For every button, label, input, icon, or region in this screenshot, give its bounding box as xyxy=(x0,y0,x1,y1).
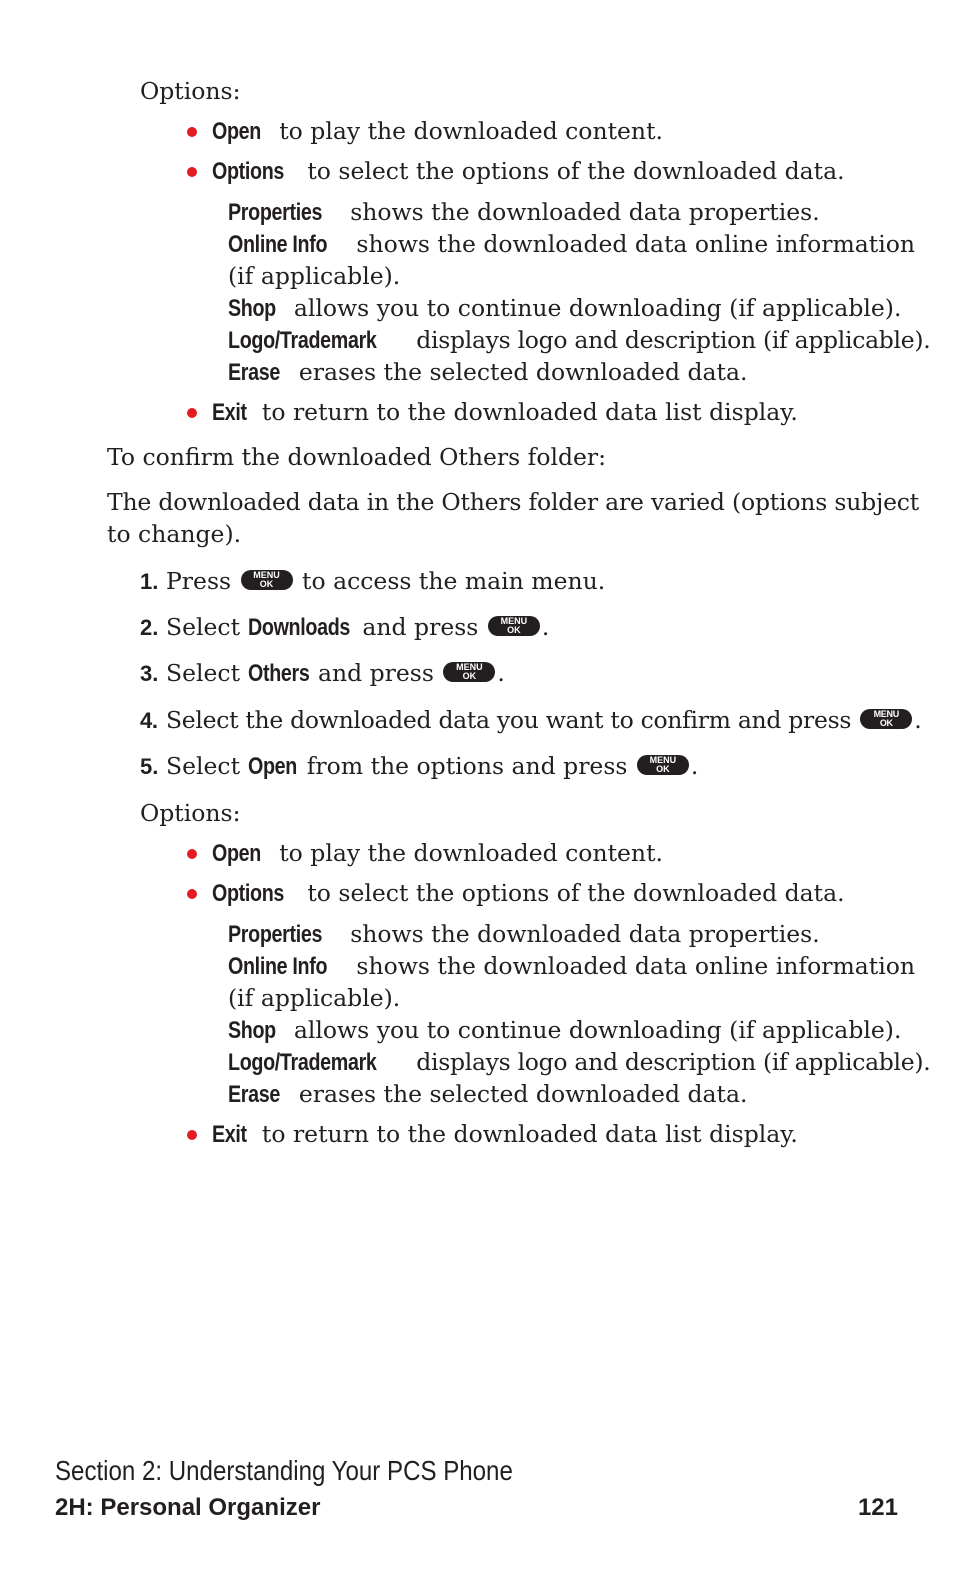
term: Shop xyxy=(228,295,276,322)
suboption-online-info xyxy=(228,229,915,260)
bullet-icon xyxy=(187,127,197,137)
intro-line-1: The downloaded data in the Others folder are varied (options subject xyxy=(107,488,919,516)
option-open xyxy=(212,838,663,869)
desc: to play the downloaded content. xyxy=(271,839,663,867)
option-exit xyxy=(212,1119,798,1150)
term: Options xyxy=(212,158,285,185)
term: Online Info xyxy=(228,953,328,980)
term: Logo/Trademark xyxy=(228,327,377,354)
suboption-online-info-cont: (if applicable). xyxy=(228,984,401,1012)
bullet-icon xyxy=(187,408,197,418)
menu-ok-key-icon: MENU OK xyxy=(488,616,540,636)
suboption-online-info xyxy=(228,951,915,982)
step-number: 3. xyxy=(140,661,159,686)
desc: to select the options of the downloaded data. xyxy=(299,157,845,185)
page-number: 121 xyxy=(857,1494,898,1521)
step-term: Open xyxy=(247,753,297,780)
step-text: from the options and press xyxy=(299,752,635,780)
step-end: . xyxy=(690,752,699,780)
suboption-shop xyxy=(228,1015,901,1046)
bullet-icon xyxy=(187,167,197,177)
desc: to return to the downloaded data list display. xyxy=(254,1120,798,1148)
step-3 xyxy=(140,658,505,689)
desc: shows the downloaded data properties. xyxy=(342,198,820,226)
desc: allows you to continue downloading (if applicable). xyxy=(286,294,902,322)
desc: allows you to continue downloading (if applicable). xyxy=(286,1016,902,1044)
bullet-icon xyxy=(187,1130,197,1140)
desc: erases the selected downloaded data. xyxy=(291,1080,748,1108)
term: Shop xyxy=(228,1017,276,1044)
step-text: and press xyxy=(354,613,486,641)
step-4 xyxy=(140,705,921,736)
suboption-logo xyxy=(228,325,930,356)
desc: erases the selected downloaded data. xyxy=(291,358,748,386)
bullet-icon xyxy=(187,849,197,859)
desc: shows the downloaded data online information xyxy=(348,230,915,258)
option-options xyxy=(212,878,845,909)
step-end: . xyxy=(914,706,922,734)
step-2 xyxy=(140,612,549,643)
term: Online Info xyxy=(228,231,328,258)
suboption-properties xyxy=(228,919,820,950)
suboption-erase xyxy=(228,1079,747,1110)
desc: displays logo and description (if applicable). xyxy=(409,326,931,354)
step-text: Select xyxy=(166,613,248,641)
term: Options xyxy=(212,880,285,907)
term: Open xyxy=(212,118,261,145)
options-label: Options: xyxy=(140,799,241,827)
menu-ok-key-icon: MENU OK xyxy=(241,570,293,590)
option-open xyxy=(212,116,663,147)
footer-chapter-title: 2H: Personal Organizer xyxy=(55,1494,321,1521)
intro-line-2: to change). xyxy=(107,520,242,548)
step-number: 2. xyxy=(140,615,159,640)
menu-ok-key-icon: MENU OK xyxy=(637,755,689,775)
suboption-logo xyxy=(228,1047,930,1078)
term: Properties xyxy=(228,199,323,226)
desc: displays logo and description (if applicable). xyxy=(409,1048,931,1076)
suboption-erase xyxy=(228,357,747,388)
option-options xyxy=(212,156,845,187)
options-label: Options: xyxy=(140,77,241,105)
step-number: 1. xyxy=(140,569,159,594)
suboption-properties xyxy=(228,197,820,228)
footer-section-title: Section 2: Understanding Your PCS Phone xyxy=(55,1455,513,1486)
desc: to play the downloaded content. xyxy=(271,117,663,145)
desc: to select the options of the downloaded data. xyxy=(299,879,845,907)
desc: shows the downloaded data properties. xyxy=(342,920,820,948)
bullet-icon xyxy=(187,889,197,899)
suboption-shop xyxy=(228,293,901,324)
step-text: Select xyxy=(166,752,248,780)
term: Exit xyxy=(212,1121,247,1148)
step-text: to access the main menu. xyxy=(294,567,606,595)
step-number: 4. xyxy=(140,708,158,733)
menu-ok-key-icon: MENU OK xyxy=(860,709,912,729)
step-text: Select xyxy=(166,659,248,687)
term: Exit xyxy=(212,399,247,426)
step-1 xyxy=(140,566,605,597)
confirm-heading: To confirm the downloaded Others folder: xyxy=(107,443,607,471)
step-text: and press xyxy=(310,659,442,687)
step-term: Downloads xyxy=(247,614,350,641)
step-number: 5. xyxy=(140,754,159,779)
term: Erase xyxy=(228,1081,280,1108)
suboption-online-info-cont: (if applicable). xyxy=(228,262,401,290)
desc: to return to the downloaded data list display. xyxy=(254,398,798,426)
term: Open xyxy=(212,840,261,867)
step-text: Select the downloaded data you want to confirm and press xyxy=(166,706,859,734)
term: Properties xyxy=(228,921,323,948)
step-text: Press xyxy=(166,567,239,595)
menu-ok-key-icon: MENU OK xyxy=(443,662,495,682)
term: Logo/Trademark xyxy=(228,1049,377,1076)
step-end: . xyxy=(497,659,505,687)
step-end: . xyxy=(541,613,550,641)
option-exit xyxy=(212,397,798,428)
desc: shows the downloaded data online information xyxy=(348,952,915,980)
step-5 xyxy=(140,751,698,782)
term: Erase xyxy=(228,359,280,386)
step-term: Others xyxy=(247,660,309,687)
